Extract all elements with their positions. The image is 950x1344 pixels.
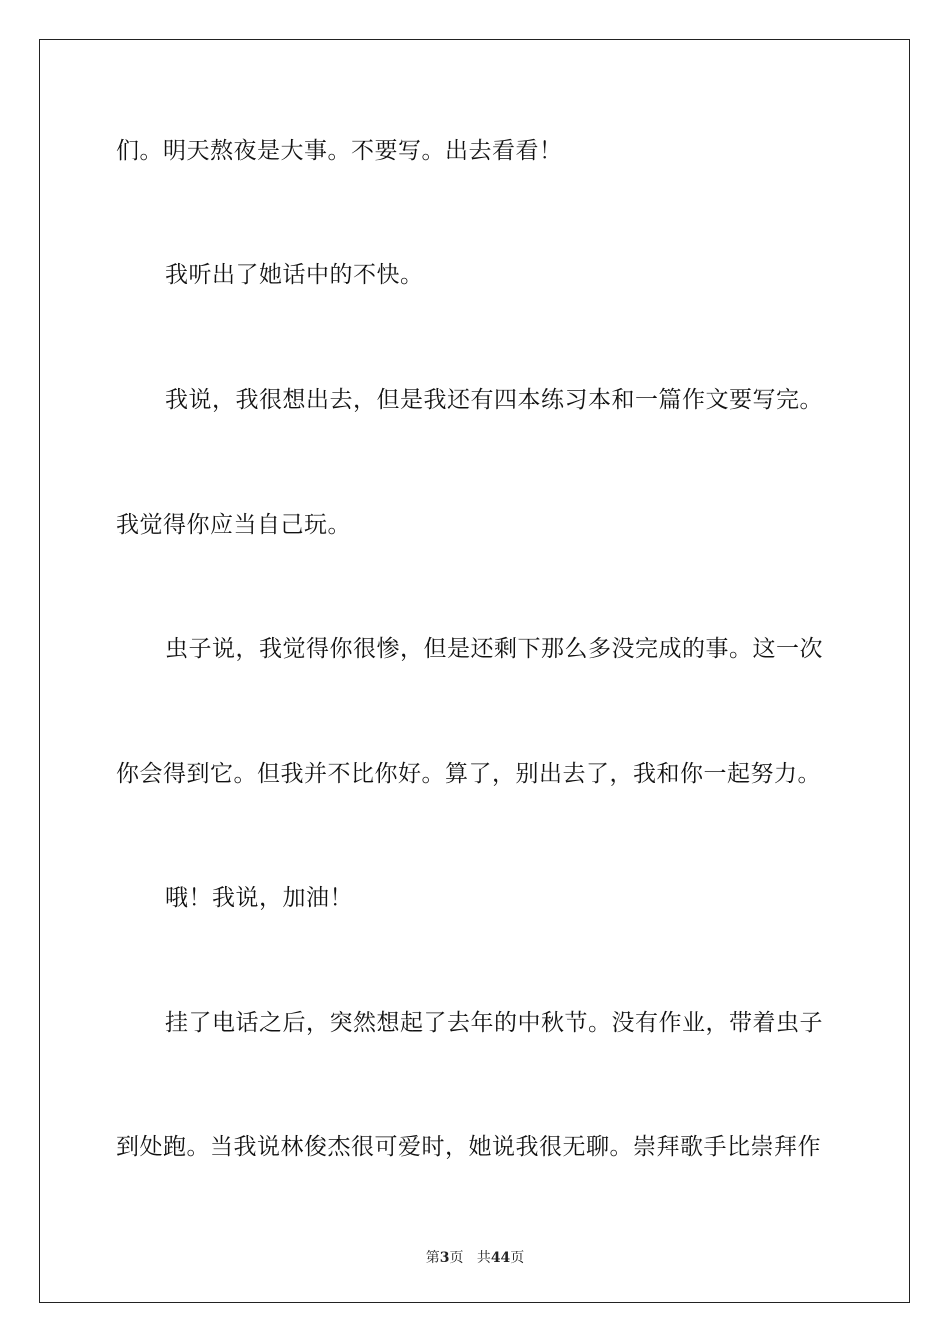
total-prefix: 共: [476, 1250, 491, 1266]
paragraph-line: 我觉得你应当自己玩。: [116, 512, 351, 538]
total-pages: 44: [490, 1250, 511, 1266]
paragraph-line: 挂了电话之后，突然想起了去年的中秋节。没有作业，带着虫子: [165, 1010, 823, 1036]
paragraph-line: 虫子说，我觉得你很惨，但是还剩下那么多没完成的事。这一次: [165, 636, 823, 662]
page-suffix: 页: [449, 1250, 464, 1266]
page-prefix: 第: [425, 1250, 440, 1266]
paragraph-line: 我说，我很想出去，但是我还有四本练习本和一篇作文要写完。: [165, 387, 823, 413]
paragraph-line: 我听出了她话中的不快。: [165, 262, 424, 288]
paragraph-line: 哦！我说，加油！: [165, 885, 353, 911]
paragraph-line: 们。明天熬夜是大事。不要写。出去看看！: [116, 138, 563, 164]
page-border: [39, 39, 910, 1303]
paragraph-line: 你会得到它。但我并不比你好。算了，别出去了，我和你一起努力。: [116, 761, 821, 787]
page-footer: [0, 1247, 950, 1267]
page-number: 3: [439, 1250, 450, 1266]
total-suffix: 页: [510, 1250, 525, 1266]
paragraph-line: 到处跑。当我说林俊杰很可爱时，她说我很无聊。崇拜歌手比崇拜作: [116, 1134, 821, 1160]
